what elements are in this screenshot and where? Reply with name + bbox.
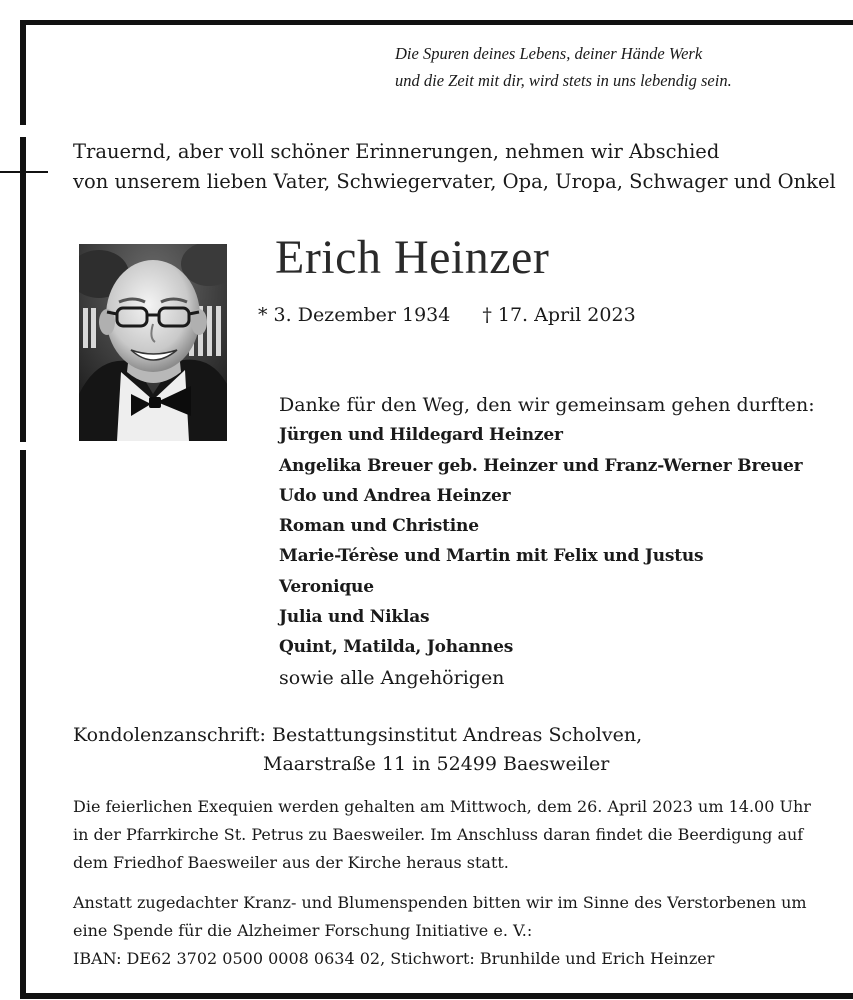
- family-member: Jürgen und Hildegard Heinzer: [279, 425, 563, 446]
- motto-quote: [395, 40, 732, 94]
- family-member: Udo und Andrea Heinzer: [279, 485, 511, 506]
- intro-text: [73, 137, 836, 197]
- closing-line: sowie alle Angehörigen: [279, 666, 505, 689]
- family-member: Julia und Niklas: [279, 607, 430, 628]
- service-line-2: in der Pfarrkirche St. Petrus zu Baesweiler. Im Anschluss daran findet die Beerdigung auf: [73, 825, 804, 844]
- condolence-line-1: Kondolenzanschrift: Bestattungsinstitut Andreas Scholven,: [73, 724, 643, 746]
- donation-line-1: Anstatt zugedachter Kranz- und Blumenspenden bitten wir im Sinne des Verstorbenen um: [73, 893, 807, 912]
- service-line-1: Die feierlichen Exequien werden gehalten am Mittwoch, dem 26. April 2023 um 14.00 Uhr: [73, 797, 811, 816]
- motto-line-1: Die Spuren deines Lebens, deiner Hände Werk: [395, 44, 703, 63]
- family-member: Quint, Matilda, Johannes: [279, 637, 514, 658]
- death-date: † 17. April 2023: [482, 304, 636, 326]
- cross-vertical: [20, 137, 26, 442]
- border-left-lower: [20, 450, 26, 999]
- motto-line-2: und die Zeit mit dir, wird stets in uns lebendig sein.: [395, 71, 732, 90]
- donation-info: [73, 889, 807, 973]
- donation-iban: IBAN: DE62 3702 0500 0008 0634 02, Stichwort: Brunhilde und Erich Heinzer: [73, 949, 715, 968]
- thanks-line: Danke für den Weg, den wir gemeinsam gehen durften:: [279, 394, 815, 416]
- intro-line-1: Trauernd, aber voll schöner Erinnerungen, nehmen wir Abschied: [73, 140, 720, 163]
- portrait-photo: [79, 244, 227, 441]
- border-bottom: [20, 993, 853, 999]
- family-member: Angelika Breuer geb. Heinzer und Franz-Werner Breuer: [279, 455, 803, 476]
- family-member: Veronique: [279, 576, 374, 597]
- birth-date: * 3. Dezember 1934: [258, 304, 451, 326]
- family-member: Roman und Christine: [279, 516, 479, 537]
- intro-line-2: von unserem lieben Vater, Schwiegervater, Opa, Uropa, Schwager und Onkel: [73, 170, 836, 193]
- condolence-address: [73, 721, 642, 779]
- deceased-name: Erich Heinzer: [275, 231, 550, 284]
- condolence-line-2: Maarstraße 11 in 52499 Baesweiler: [263, 753, 610, 775]
- border-left-upper: [20, 20, 26, 125]
- donation-line-2: eine Spende für die Alzheimer Forschung Initiative e. V.:: [73, 921, 533, 940]
- family-list: [279, 390, 815, 693]
- service-info: [73, 793, 811, 877]
- service-line-3: dem Friedhof Baesweiler aus der Kirche heraus statt.: [73, 853, 509, 872]
- portrait-illustration: [79, 244, 227, 441]
- family-member: Marie-Térèse und Martin mit Felix und Justus: [279, 546, 704, 567]
- life-dates: [258, 302, 636, 328]
- cross-horizontal: [0, 171, 48, 173]
- border-top: [20, 20, 853, 25]
